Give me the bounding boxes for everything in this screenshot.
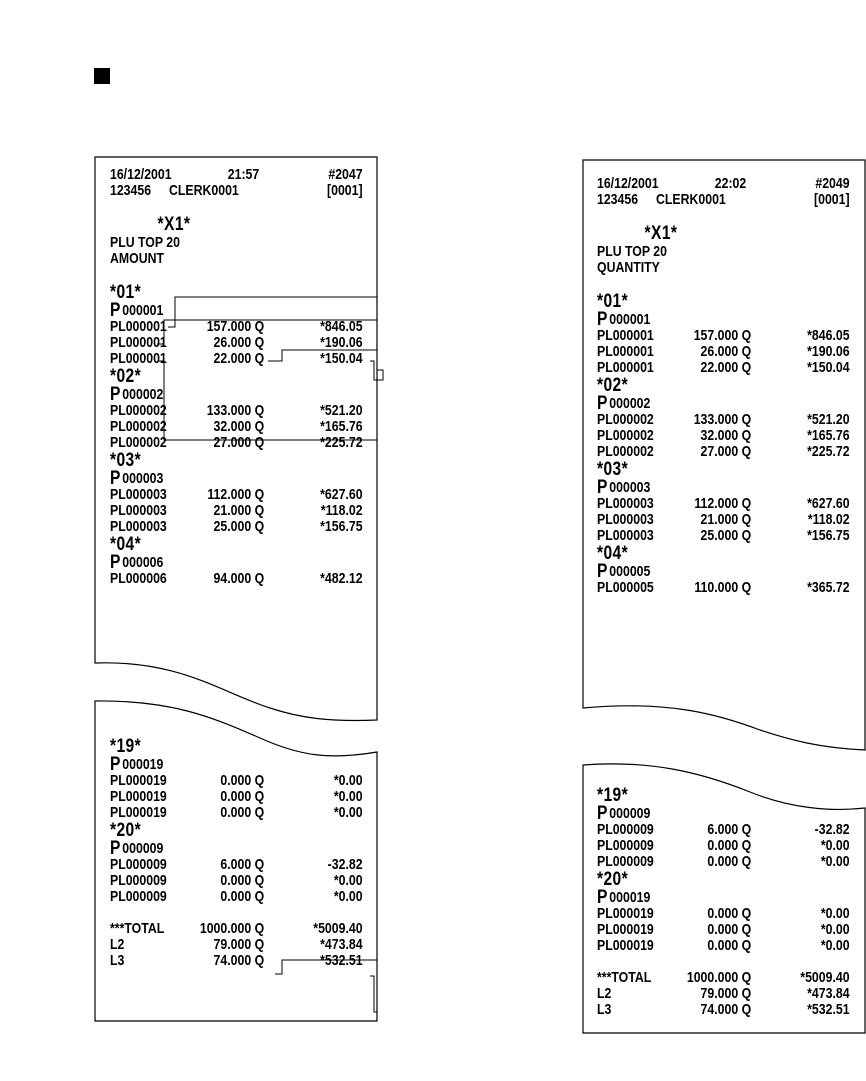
plu-quantity: 1000.000 Q — [199, 920, 265, 937]
plu-line — [110, 873, 405, 889]
plu-amount: *627.60 — [807, 495, 850, 512]
plu-line — [110, 403, 405, 419]
plu-code: PL000006 — [110, 570, 167, 587]
plu-amount: *0.00 — [820, 921, 850, 938]
right-receipt-bottom-text — [597, 786, 851, 1018]
plu-amount: *118.02 — [320, 502, 363, 519]
plu-code: PL000019 — [597, 921, 654, 938]
register-number: 123456 — [597, 191, 639, 208]
plu-code: PL000005 — [597, 579, 654, 596]
plu-amount: *482.12 — [320, 570, 363, 587]
plu-code: PL000003 — [110, 518, 167, 535]
plu-line — [597, 938, 866, 954]
plu-quantity: 110.000 Q — [694, 579, 752, 596]
plu-amount: *156.75 — [807, 527, 850, 544]
plu-line — [597, 360, 866, 376]
clerk-name: CLERK0001 — [169, 182, 239, 199]
plu-amount: *156.75 — [320, 518, 363, 535]
report-subtitle: QUANTITY — [597, 259, 660, 276]
plu-quantity: 21.000 Q — [213, 502, 265, 519]
plu-code: PL000009 — [110, 872, 167, 889]
plu-amount: *473.84 — [807, 985, 850, 1002]
plu-quantity: 133.000 Q — [693, 411, 752, 428]
plu-code: PL000009 — [110, 888, 167, 905]
plu-quantity: 79.000 Q — [700, 985, 752, 1002]
dept-number: 000009 — [122, 840, 164, 857]
dept-number: 000003 — [609, 479, 651, 496]
header-row-1 — [110, 167, 405, 183]
dept-code — [110, 552, 364, 573]
plu-amount: *0.00 — [820, 837, 850, 854]
rank-label: *03* — [597, 459, 629, 480]
rank-label: *02* — [110, 366, 142, 387]
plu-line — [110, 889, 405, 905]
plu-line — [110, 351, 405, 367]
plu-code: PL000001 — [597, 343, 654, 360]
spacer — [110, 267, 364, 283]
plu-quantity: 0.000 Q — [707, 905, 752, 922]
total-line — [110, 953, 405, 969]
plu-amount: *118.02 — [807, 511, 850, 528]
dept-prefix: P — [597, 309, 608, 330]
plu-amount: *473.84 — [320, 936, 363, 953]
date: 16/12/2001 — [597, 175, 659, 192]
clerk-code: [0001] — [814, 191, 850, 208]
plu-code: PL000003 — [597, 527, 654, 544]
plu-amount: *225.72 — [807, 443, 850, 460]
spacer — [597, 954, 851, 970]
plu-amount: *0.00 — [333, 788, 363, 805]
plu-quantity: 0.000 Q — [707, 853, 752, 870]
plu-quantity: 0.000 Q — [220, 872, 265, 889]
rank-label: *01* — [110, 282, 142, 303]
rank-label: *02* — [597, 375, 629, 396]
plu-code: PL000003 — [110, 486, 167, 503]
left-receipt-bottom-text — [110, 737, 364, 969]
plu-line — [110, 519, 405, 535]
dept-code — [110, 838, 364, 859]
plu-quantity: 25.000 Q — [213, 518, 265, 535]
plu-quantity: 22.000 Q — [700, 359, 752, 376]
plu-amount: *0.00 — [333, 888, 363, 905]
plu-amount: *0.00 — [333, 804, 363, 821]
dept-prefix: P — [110, 754, 121, 775]
plu-quantity: 6.000 Q — [707, 821, 752, 838]
plu-quantity: 112.000 Q — [694, 495, 752, 512]
plu-code: PL000001 — [597, 359, 654, 376]
plu-code: PL000009 — [110, 856, 167, 873]
dept-code — [597, 561, 851, 582]
plu-line — [597, 838, 866, 854]
plu-line — [110, 319, 405, 335]
dept-code — [110, 468, 364, 489]
plu-code: PL000003 — [597, 511, 654, 528]
dept-code — [597, 477, 851, 498]
time: 21:57 — [227, 166, 260, 183]
plu-amount: *150.04 — [320, 350, 363, 367]
plu-code: PL000019 — [110, 804, 167, 821]
plu-quantity: 32.000 Q — [213, 418, 265, 435]
plu-amount: *5009.40 — [313, 920, 363, 937]
plu-line — [597, 428, 866, 444]
plu-line — [597, 922, 866, 938]
clerk-code: [0001] — [327, 182, 363, 199]
plu-code: PL000019 — [110, 788, 167, 805]
plu-amount: *521.20 — [807, 411, 850, 428]
plu-line — [110, 857, 405, 873]
plu-code: L2 — [597, 985, 612, 1002]
plu-amount: *225.72 — [320, 434, 363, 451]
plu-amount: *846.05 — [807, 327, 850, 344]
plu-line — [597, 854, 866, 870]
plu-line — [597, 496, 866, 512]
plu-code: PL000009 — [597, 837, 654, 854]
plu-amount: *0.00 — [333, 872, 363, 889]
dept-number: 000006 — [122, 554, 164, 571]
plu-line — [110, 789, 405, 805]
plu-quantity: 74.000 Q — [700, 1001, 752, 1018]
plu-code: ***TOTAL — [110, 920, 165, 937]
dept-code — [597, 803, 851, 824]
date: 16/12/2001 — [110, 166, 172, 183]
total-line — [597, 1002, 866, 1018]
header-row-2 — [597, 192, 866, 208]
plu-code: L3 — [597, 1001, 612, 1018]
plu-amount: -32.82 — [327, 856, 363, 873]
plu-amount: *521.20 — [320, 402, 363, 419]
dept-number: 000001 — [122, 302, 164, 319]
dept-code — [110, 300, 364, 321]
dept-code — [110, 754, 364, 775]
plu-code: PL000019 — [110, 772, 167, 789]
plu-quantity: 74.000 Q — [213, 952, 265, 969]
plu-amount: *0.00 — [820, 905, 850, 922]
plu-quantity: 0.000 Q — [220, 788, 265, 805]
plu-amount: *846.05 — [320, 318, 363, 335]
total-line — [110, 937, 405, 953]
dept-number: 000019 — [122, 756, 164, 773]
dept-prefix: P — [597, 887, 608, 908]
plu-code: PL000002 — [110, 434, 167, 451]
plu-line — [110, 805, 405, 821]
plu-amount: *532.51 — [320, 952, 363, 969]
plu-code: L2 — [110, 936, 125, 953]
plu-amount: *165.76 — [807, 427, 850, 444]
dept-code — [597, 309, 851, 330]
dept-number: 000019 — [609, 889, 651, 906]
plu-line — [597, 328, 866, 344]
plu-amount: *0.00 — [820, 853, 850, 870]
report-subtitle: AMOUNT — [110, 250, 164, 267]
plu-line — [597, 906, 866, 922]
total-line — [597, 970, 866, 986]
plu-line — [110, 773, 405, 789]
plu-line — [597, 344, 866, 360]
plu-quantity: 157.000 Q — [693, 327, 752, 344]
dept-number: 000009 — [609, 805, 651, 822]
dept-number: 000005 — [609, 563, 651, 580]
plu-quantity: 26.000 Q — [700, 343, 752, 360]
dept-prefix: P — [597, 393, 608, 414]
plu-quantity: 6.000 Q — [220, 856, 265, 873]
plu-line — [597, 512, 866, 528]
plu-code: PL000002 — [110, 402, 167, 419]
spacer — [597, 276, 851, 292]
plu-quantity: 0.000 Q — [220, 772, 265, 789]
plu-amount: *627.60 — [320, 486, 363, 503]
spacer — [110, 905, 364, 921]
rank-label: *20* — [110, 820, 142, 841]
plu-code: PL000009 — [597, 853, 654, 870]
plu-line — [110, 571, 405, 587]
plu-quantity: 1000.000 Q — [686, 969, 752, 986]
plu-line — [110, 503, 405, 519]
dept-code — [597, 393, 851, 414]
plu-quantity: 157.000 Q — [206, 318, 265, 335]
plu-line — [597, 822, 866, 838]
receipt-number: #2049 — [815, 175, 850, 192]
time: 22:02 — [714, 175, 747, 192]
plu-line — [597, 412, 866, 428]
plu-quantity: 94.000 Q — [213, 570, 265, 587]
plu-amount: *0.00 — [333, 772, 363, 789]
plu-code: PL000002 — [597, 427, 654, 444]
plu-code: PL000001 — [110, 318, 167, 335]
report-mode: *X1* — [157, 214, 191, 235]
plu-code: PL000002 — [597, 411, 654, 428]
plu-line — [597, 528, 866, 544]
plu-quantity: 112.000 Q — [207, 486, 265, 503]
rank-label: *20* — [597, 869, 629, 890]
plu-code: PL000001 — [110, 350, 167, 367]
plu-quantity: 26.000 Q — [213, 334, 265, 351]
report-mode: *X1* — [644, 223, 678, 244]
total-line — [597, 986, 866, 1002]
plu-quantity: 22.000 Q — [213, 350, 265, 367]
plu-code: PL000019 — [597, 905, 654, 922]
plu-code: PL000001 — [597, 327, 654, 344]
plu-code: PL000019 — [597, 937, 654, 954]
dept-prefix: P — [597, 477, 608, 498]
dept-prefix: P — [110, 838, 121, 859]
plu-line — [110, 435, 405, 451]
plu-quantity: 27.000 Q — [700, 443, 752, 460]
right-receipt-top-text — [597, 176, 851, 596]
plu-quantity: 0.000 Q — [220, 804, 265, 821]
plu-amount: *150.04 — [807, 359, 850, 376]
dept-prefix: P — [110, 384, 121, 405]
rank-label: *04* — [597, 543, 629, 564]
rank-label: *19* — [597, 785, 629, 806]
report-title: PLU TOP 20 — [597, 243, 667, 260]
report-title: PLU TOP 20 — [110, 234, 180, 251]
dept-code — [110, 384, 364, 405]
plu-quantity: 133.000 Q — [206, 402, 265, 419]
plu-amount: *190.06 — [807, 343, 850, 360]
rank-label: *04* — [110, 534, 142, 555]
header-row-2 — [110, 183, 405, 199]
rank-label: *19* — [110, 736, 142, 757]
plu-code: PL000003 — [597, 495, 654, 512]
plu-amount: -32.82 — [814, 821, 850, 838]
plu-line — [110, 419, 405, 435]
rank-label: *01* — [597, 291, 629, 312]
plu-quantity: 0.000 Q — [707, 921, 752, 938]
plu-quantity: 0.000 Q — [707, 837, 752, 854]
plu-quantity: 0.000 Q — [707, 937, 752, 954]
plu-line — [110, 335, 405, 351]
plu-amount: *532.51 — [807, 1001, 850, 1018]
dept-prefix: P — [597, 803, 608, 824]
spacer — [597, 208, 851, 224]
dept-number: 000001 — [609, 311, 651, 328]
receipt-number: #2047 — [328, 166, 363, 183]
plu-line — [110, 487, 405, 503]
dept-prefix: P — [110, 300, 121, 321]
rank-label: *03* — [110, 450, 142, 471]
dept-number: 000002 — [609, 395, 651, 412]
dept-number: 000003 — [122, 470, 164, 487]
plu-amount: *0.00 — [820, 937, 850, 954]
plu-quantity: 27.000 Q — [213, 434, 265, 451]
plu-quantity: 21.000 Q — [700, 511, 752, 528]
plu-amount: *190.06 — [320, 334, 363, 351]
plu-amount: *165.76 — [320, 418, 363, 435]
plu-amount: *365.72 — [807, 579, 850, 596]
dept-prefix: P — [110, 468, 121, 489]
total-line — [110, 921, 405, 937]
dept-prefix: P — [597, 561, 608, 582]
dept-code — [597, 887, 851, 908]
plu-code: PL000003 — [110, 502, 167, 519]
dept-prefix: P — [110, 552, 121, 573]
plu-code: L3 — [110, 952, 125, 969]
plu-quantity: 79.000 Q — [213, 936, 265, 953]
plu-line — [597, 444, 866, 460]
left-receipt-top-text — [110, 167, 364, 587]
plu-quantity: 32.000 Q — [700, 427, 752, 444]
plu-code: PL000009 — [597, 821, 654, 838]
plu-line — [597, 580, 866, 596]
plu-quantity: 25.000 Q — [700, 527, 752, 544]
spacer — [110, 199, 364, 215]
clerk-name: CLERK0001 — [656, 191, 726, 208]
plu-code: PL000002 — [110, 418, 167, 435]
plu-code: ***TOTAL — [597, 969, 652, 986]
plu-code: PL000001 — [110, 334, 167, 351]
plu-amount: *5009.40 — [800, 969, 850, 986]
header-row-1 — [597, 176, 866, 192]
dept-number: 000002 — [122, 386, 164, 403]
plu-code: PL000002 — [597, 443, 654, 460]
plu-quantity: 0.000 Q — [220, 888, 265, 905]
register-number: 123456 — [110, 182, 152, 199]
